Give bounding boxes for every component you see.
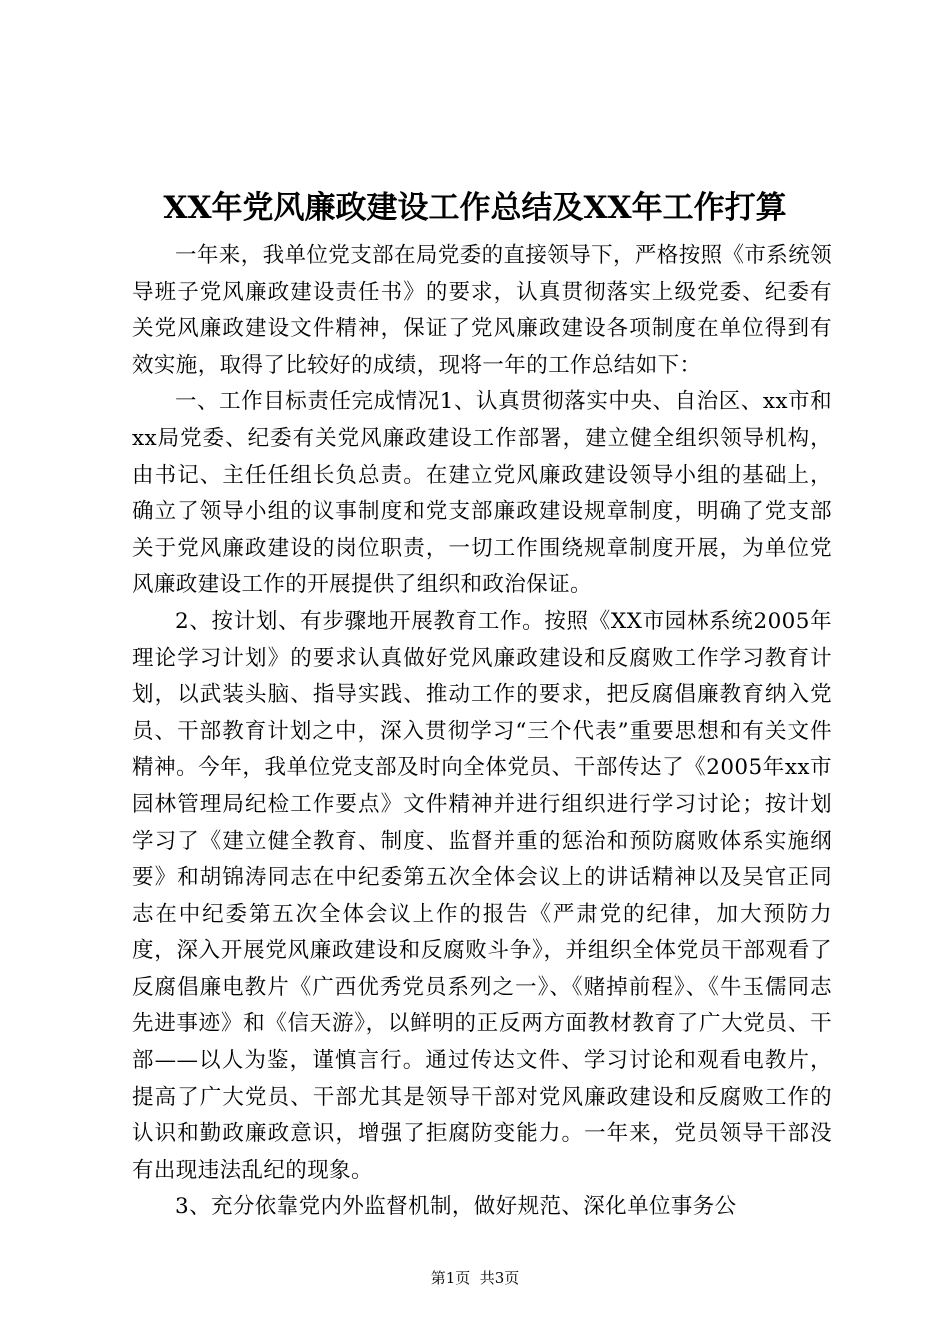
paragraph-intro: 一年来，我单位党支部在局党委的直接领导下，严格按照《市系统领导班子党风廉政建设责任书》的要求，认真贯彻落实上级党委、纪委有关党风廉政建设文件精神，保证了党风廉政建设各项制度在单位得到有效实施，取得了比较好的成绩，现将一年的工作总结如下： xyxy=(132,243,833,378)
paragraph-section-3: 3、充分依靠党内外监督机制，做好规范、深化单位事务公 xyxy=(175,1194,737,1220)
paragraph-section-2: 2、按计划、有步骤地开展教育工作。按照《XX市园林系统2005年理论学习计划》的要求认真做好党风廉政建设和反腐败工作学习教育计划，以武装头脑、指导实践、推动工作的要求，把反腐倡廉教育纳入党员、干部教育计划之中，深入贯彻学习“三个代表”重要思想和有关文件精神。今年，我单位党支部及时向全体党员、干部传达了《2005年xx市园林管理局纪检工作要点》文件精神并进行组织进行学习讨论；按计划学习了《建立健全教育、制度、监督并重的惩治和预防腐败体系实施纲要》和胡锦涛同志在中纪委第五次全体会议上的讲话精神以及吴官正同志在中纪委第五次全体会议上作的报告《严肃党的纪律，加大预防力度，深入开展党风廉政建设和反腐败斗争》，并组织全体党员干部观看了反腐倡廉电教片《广西优秀党员系列之一》、《赌掉前程》、《牛玉儒同志先进事迹》和《信天游》，以鲜明的正反两方面教材教育了广大党员、干部——以人为鉴，谨慎言行。通过传达文件、学习讨论和观看电教片，提高了广大党员、干部尤其是领导干部对党风廉政建设和反腐败工作的认识和勤政廉政意识，增强了拒腐防变能力。一年来，党员领导干部没有出现违法乱纪的现象。 xyxy=(132,608,832,1183)
document-body xyxy=(132,238,832,1226)
document-title: XX年党风廉政建设工作总结及XX年工作打算 xyxy=(163,190,787,226)
page-footer: 第1页 共3页 xyxy=(430,1269,520,1287)
paragraph-section-1: 一、工作目标责任完成情况1、认真贯彻落实中央、自治区、xx市和xx局党委、纪委有关党风廉政建设工作部署，建立健全组织领导机构，由书记、主任任组长负总责。在建立党风廉政建设领导小组的基础上，确立了领导小组的议事制度和党支部廉政建设规章制度，明确了党支部关于党风廉政建设的岗位职责，一切工作围绕规章制度开展，为单位党风廉政建设工作的开展提供了组织和政治保证。 xyxy=(132,389,832,598)
